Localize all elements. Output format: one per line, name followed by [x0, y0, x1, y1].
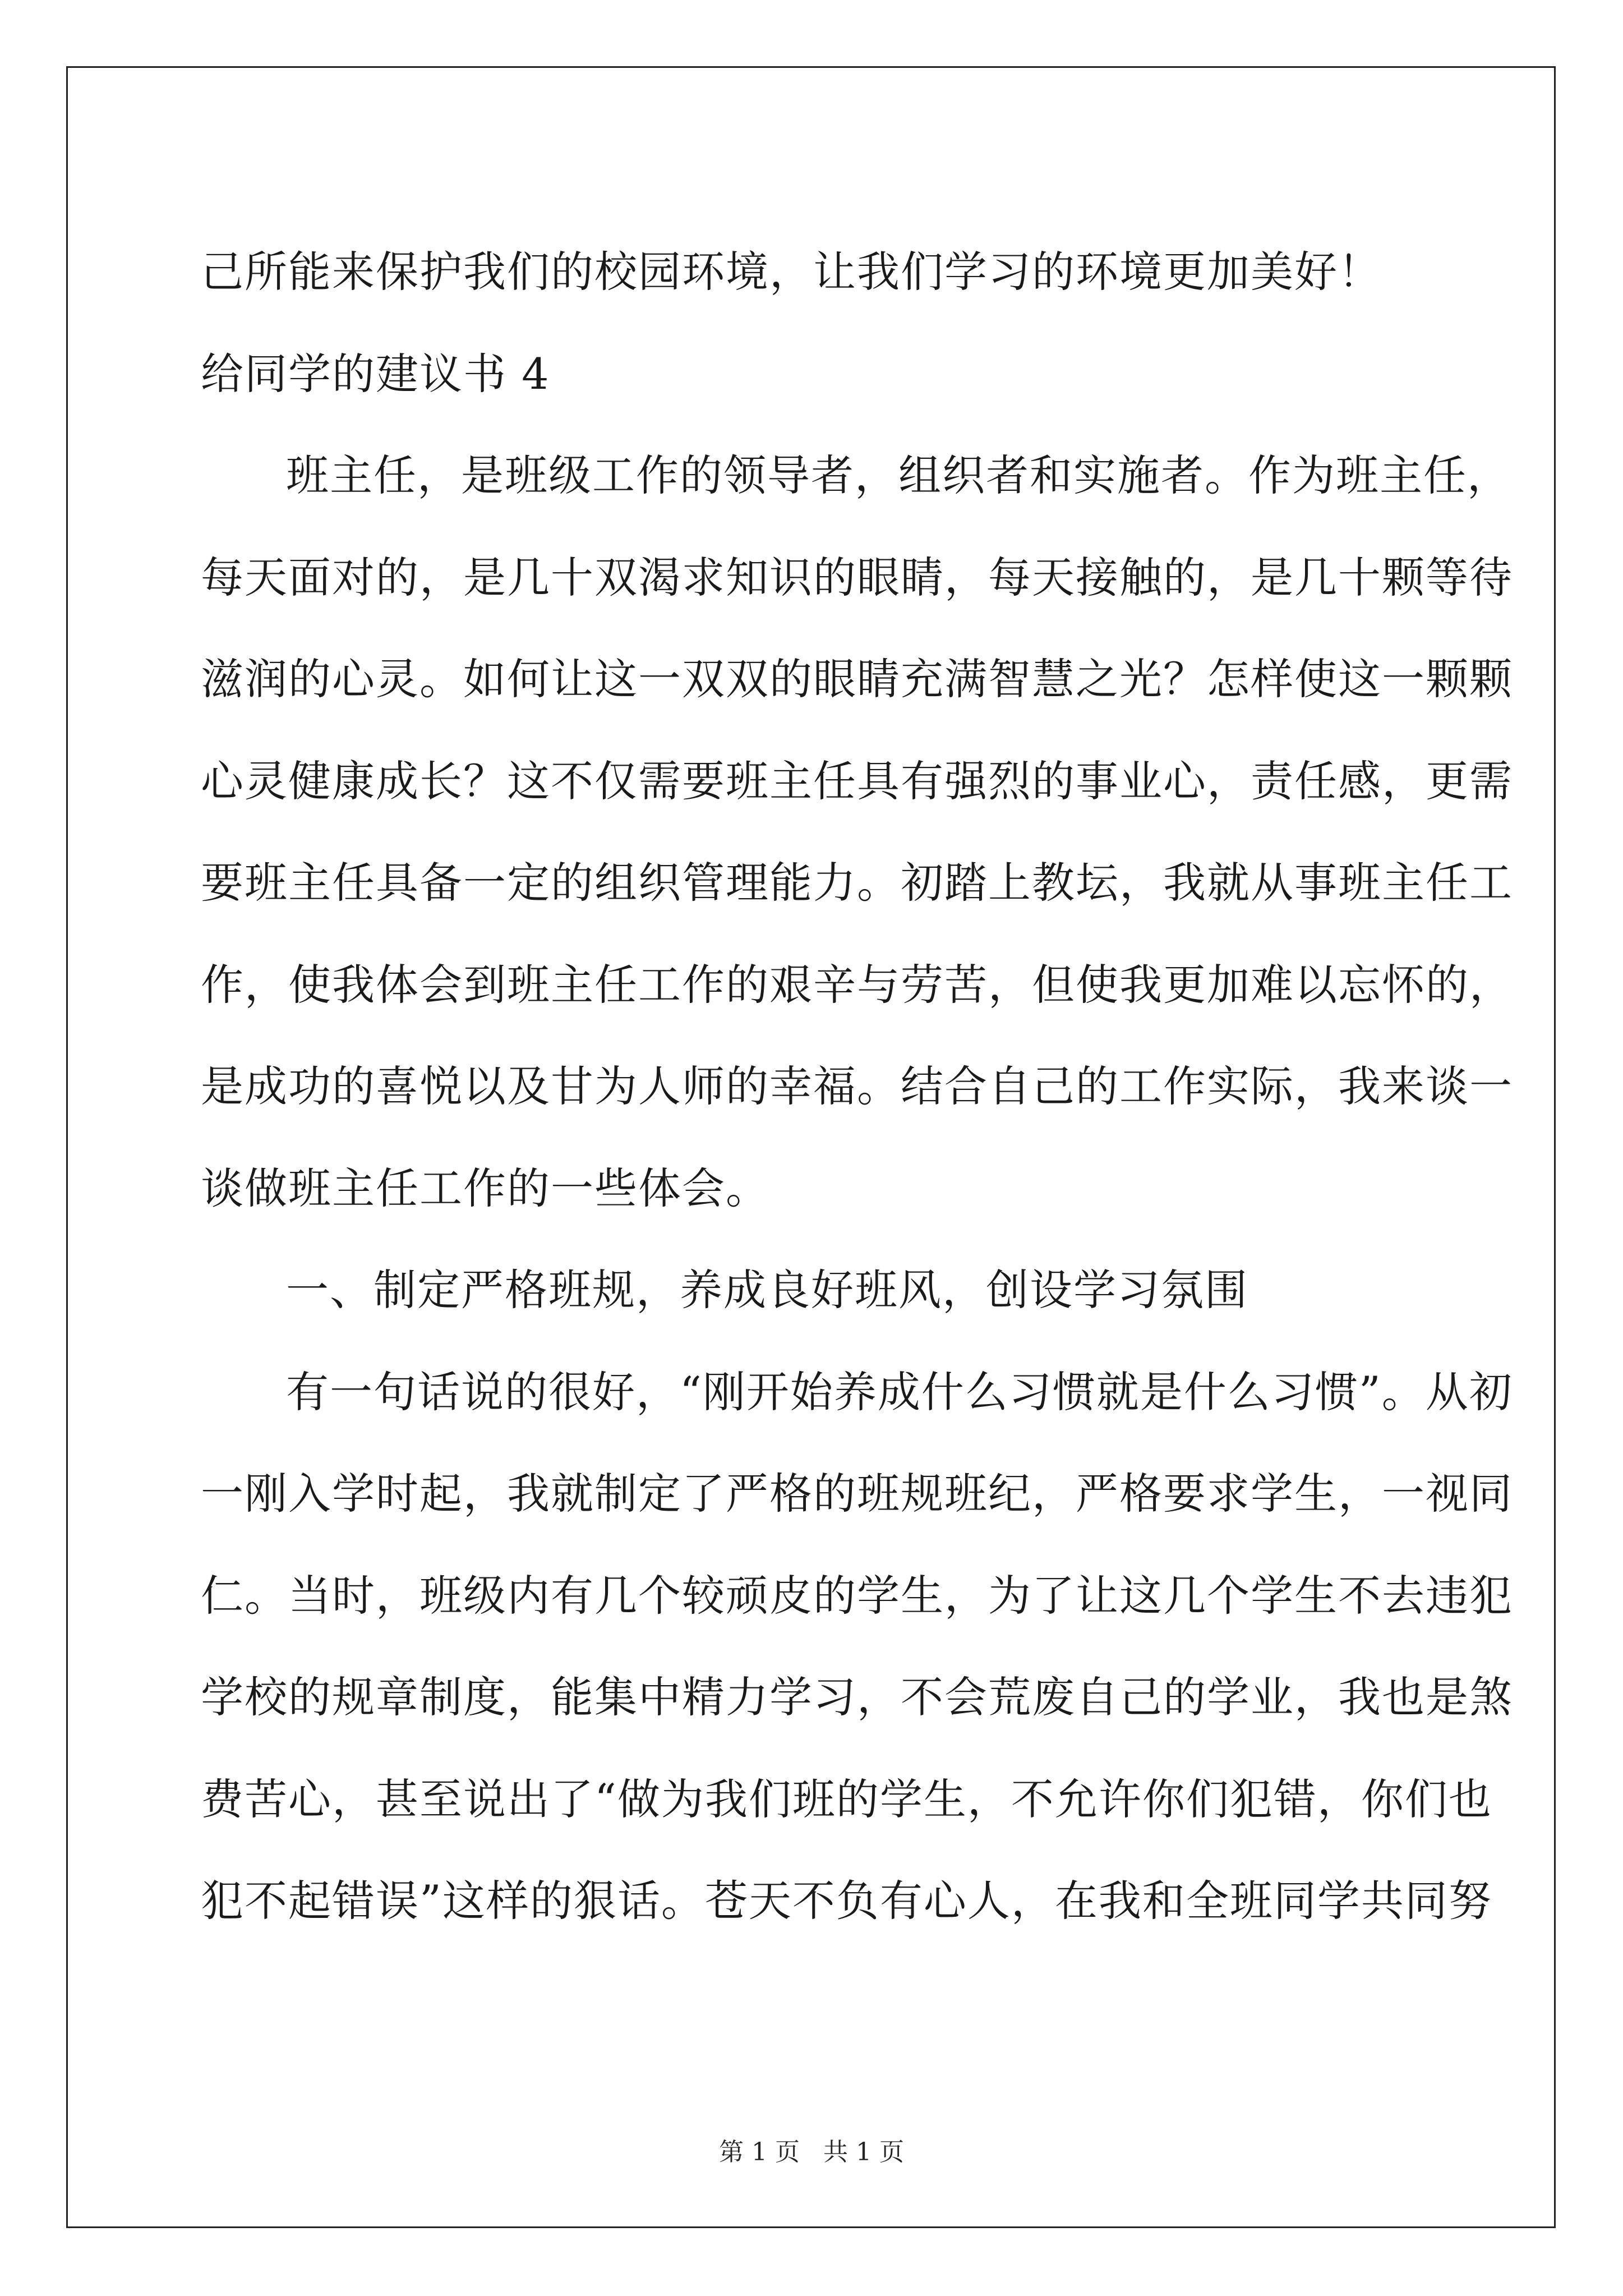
text-line: 己所能来保护我们的校园环境，让我们学习的环境更加美好！: [201, 247, 1382, 297]
text-line: 是成功的喜悦以及甘为人师的幸福。结合自己的工作实际，我来谈一: [201, 1061, 1513, 1112]
page-footer: 第 1 页 共 1 页: [719, 2138, 904, 2166]
paragraph-start: 班主任，是班级工作的领导者，组织者和实施者。作为班主任，: [286, 450, 1511, 501]
text-line: 要班主任具备一定的组织管理能力。初踏上教坛，我就从事班主任工: [201, 858, 1513, 908]
text-line: 学校的规章制度，能集中精力学习，不会荒废自己的学业，我也是煞: [201, 1672, 1513, 1723]
text-line: 心灵健康成长？这不仅需要班主任具有强烈的事业心，责任感，更需: [201, 756, 1513, 806]
text-line: 作，使我体会到班主任工作的艰辛与劳苦，但使我更加难以忘怀的，: [201, 959, 1513, 1010]
subsection-heading: 一、制定严格班规，养成良好班风，创设学习氛围: [286, 1265, 1248, 1315]
text-line: 滋润的心灵。如何让这一双双的眼睛充满智慧之光？怎样使这一颗颗: [201, 654, 1513, 705]
document-body: [201, 218, 1513, 1949]
text-line: 费苦心，甚至说出了“做为我们班的学生，不允许你们犯错，你们也: [201, 1774, 1492, 1824]
text-line: 谈做班主任工作的一些体会。: [201, 1163, 769, 1213]
section-heading: 给同学的建议书 4: [201, 348, 550, 399]
text-line: 每天面对的，是几十双渴求知识的眼睛，每天接触的，是几十颗等待: [201, 552, 1513, 602]
text-line: 仁。当时，班级内有几个较顽皮的学生，为了让这几个学生不去违犯: [201, 1570, 1513, 1621]
text-line: 犯不起错误”这样的狠话。苍天不负有心人，在我和全班同学共同努: [201, 1876, 1492, 1926]
text-line: 一刚入学时起，我就制定了严格的班规班纪，严格要求学生，一视同: [201, 1469, 1513, 1519]
paragraph-start: 有一句话说的很好，“刚开始养成什么习惯就是什么习惯”。从初: [286, 1366, 1513, 1417]
